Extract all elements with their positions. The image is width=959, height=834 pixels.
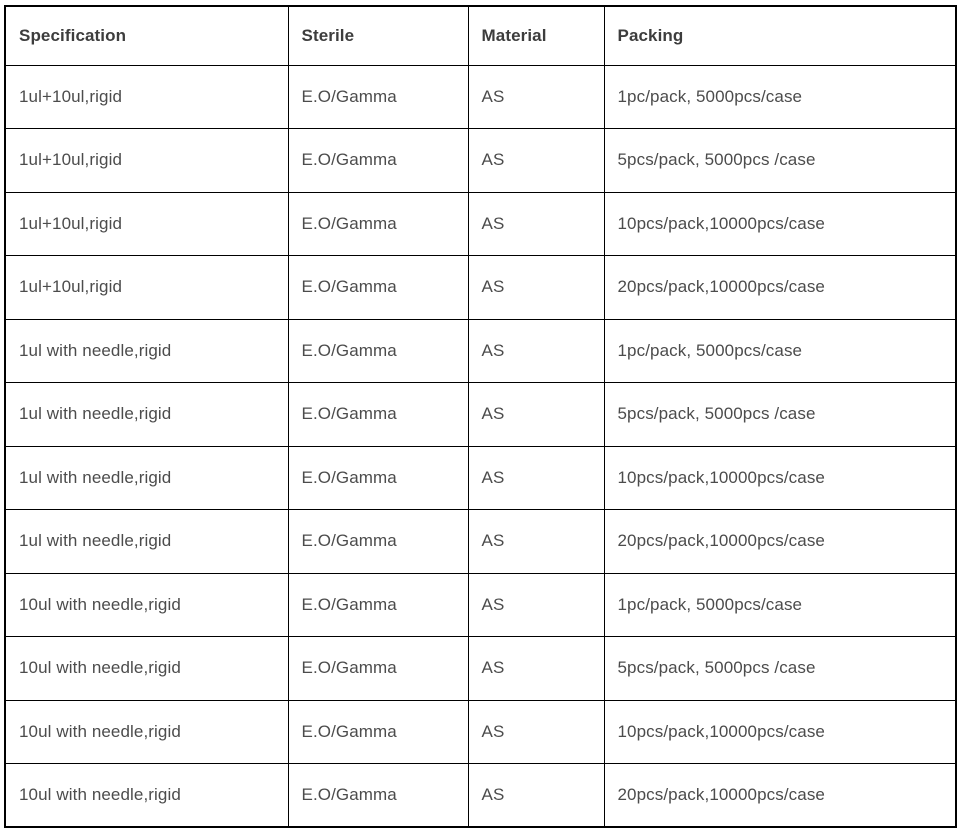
- column-header-material: Material: [468, 6, 604, 65]
- table-row: [5, 637, 956, 701]
- table-row: [5, 65, 956, 129]
- cell-specification: 1ul with needle,rigid: [5, 383, 288, 447]
- cell-specification: 10ul with needle,rigid: [5, 637, 288, 701]
- cell-specification: 10ul with needle,rigid: [5, 700, 288, 764]
- cell-packing: 1pc/pack, 5000pcs/case: [604, 65, 956, 129]
- cell-specification: 10ul with needle,rigid: [5, 573, 288, 637]
- cell-specification: 1ul with needle,rigid: [5, 446, 288, 510]
- cell-sterile: E.O/Gamma: [288, 700, 468, 764]
- cell-packing: 20pcs/pack,10000pcs/case: [604, 256, 956, 320]
- cell-material: AS: [468, 383, 604, 447]
- table-row: [5, 510, 956, 574]
- cell-specification: 1ul with needle,rigid: [5, 319, 288, 383]
- cell-specification: 1ul+10ul,rigid: [5, 192, 288, 256]
- cell-sterile: E.O/Gamma: [288, 192, 468, 256]
- table-row: [5, 319, 956, 383]
- cell-packing: 10pcs/pack,10000pcs/case: [604, 700, 956, 764]
- cell-specification: 1ul with needle,rigid: [5, 510, 288, 574]
- column-header-specification: Specification: [5, 6, 288, 65]
- table-row: [5, 129, 956, 193]
- cell-material: AS: [468, 764, 604, 828]
- cell-material: AS: [468, 319, 604, 383]
- column-header-packing: Packing: [604, 6, 956, 65]
- cell-sterile: E.O/Gamma: [288, 65, 468, 129]
- cell-specification: 1ul+10ul,rigid: [5, 256, 288, 320]
- table-row: [5, 446, 956, 510]
- column-header-sterile: Sterile: [288, 6, 468, 65]
- cell-material: AS: [468, 573, 604, 637]
- table-row: [5, 700, 956, 764]
- cell-sterile: E.O/Gamma: [288, 446, 468, 510]
- cell-material: AS: [468, 65, 604, 129]
- cell-material: AS: [468, 192, 604, 256]
- table-row: [5, 573, 956, 637]
- cell-sterile: E.O/Gamma: [288, 129, 468, 193]
- cell-packing: 20pcs/pack,10000pcs/case: [604, 510, 956, 574]
- cell-sterile: E.O/Gamma: [288, 510, 468, 574]
- cell-specification: 1ul+10ul,rigid: [5, 129, 288, 193]
- header-row: [5, 6, 956, 65]
- cell-packing: 10pcs/pack,10000pcs/case: [604, 192, 956, 256]
- cell-packing: 1pc/pack, 5000pcs/case: [604, 319, 956, 383]
- cell-packing: 5pcs/pack, 5000pcs /case: [604, 129, 956, 193]
- cell-sterile: E.O/Gamma: [288, 764, 468, 828]
- specification-table: [4, 5, 957, 828]
- cell-material: AS: [468, 129, 604, 193]
- cell-sterile: E.O/Gamma: [288, 573, 468, 637]
- cell-sterile: E.O/Gamma: [288, 256, 468, 320]
- cell-sterile: E.O/Gamma: [288, 383, 468, 447]
- cell-material: AS: [468, 510, 604, 574]
- table-row: [5, 764, 956, 828]
- cell-packing: 5pcs/pack, 5000pcs /case: [604, 383, 956, 447]
- table-row: [5, 383, 956, 447]
- cell-material: AS: [468, 700, 604, 764]
- table-row: [5, 192, 956, 256]
- cell-specification: 10ul with needle,rigid: [5, 764, 288, 828]
- cell-specification: 1ul+10ul,rigid: [5, 65, 288, 129]
- cell-packing: 1pc/pack, 5000pcs/case: [604, 573, 956, 637]
- cell-material: AS: [468, 256, 604, 320]
- cell-packing: 20pcs/pack,10000pcs/case: [604, 764, 956, 828]
- cell-packing: 5pcs/pack, 5000pcs /case: [604, 637, 956, 701]
- cell-material: AS: [468, 637, 604, 701]
- cell-material: AS: [468, 446, 604, 510]
- cell-packing: 10pcs/pack,10000pcs/case: [604, 446, 956, 510]
- table-row: [5, 256, 956, 320]
- cell-sterile: E.O/Gamma: [288, 637, 468, 701]
- cell-sterile: E.O/Gamma: [288, 319, 468, 383]
